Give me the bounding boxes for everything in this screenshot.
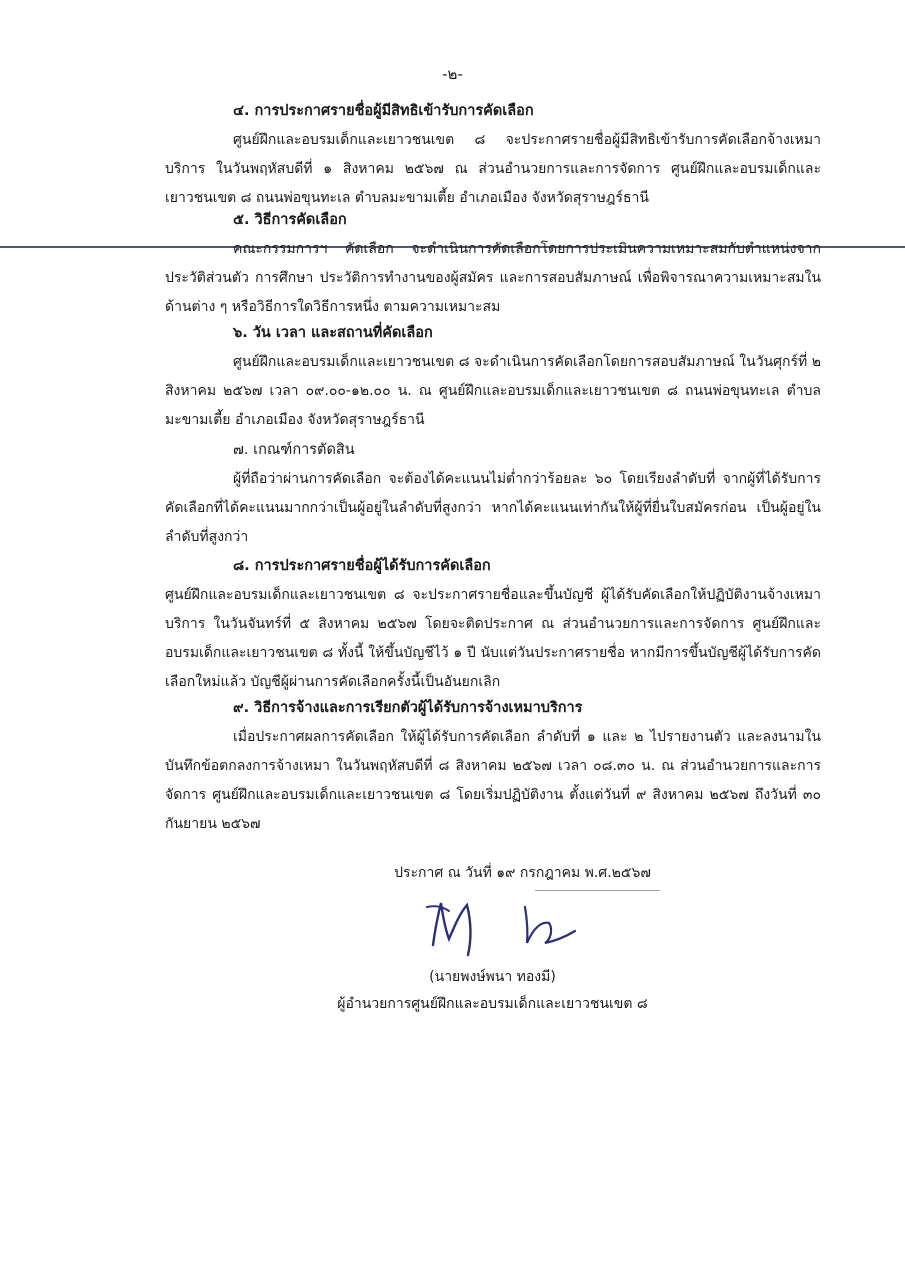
signer-title: ผู้อำนวยการศูนย์ฝึกและอบรมเด็กและเยาวชนเขต ๘: [337, 996, 648, 1012]
section-heading: ๖. วัน เวลา และสถานที่คัดเลือก: [233, 325, 433, 341]
announce-date: ประกาศ ณ วันที่ ๑๙ กรกฎาคม พ.ศ.๒๕๖๗: [394, 865, 651, 881]
section-body: เมื่อประกาศผลการคัดเลือก ให้ผู้ได้รับการคัดเลือก ลำดับที่ ๑ และ ๒ ไปรายงานตัว และลงนามในบันทึกข้อตกลงการจ้างเหมา ในวันพฤหัสบดีที่ ๘ สิงหาคม ๒๕๖๗ เวลา ๐๘.๓๐ น. ณ ส่วนอำนวยการและการจัดการ ศูนย์ฝึกและอบรมเด็กและเยาวชนเขต ๘ โดยเริ่มปฏิบัติงาน ตั้งแต่วันที่ ๙ สิงหาคม ๒๕๖๗ ถึงวันที่ ๓๐ กันยายน ๒๕๖๗: [165, 729, 821, 832]
signature: [405, 885, 635, 965]
section-body: ศูนย์ฝึกและอบรมเด็กและเยาวชนเขต ๘ จะดำเนินการคัดเลือกโดยการสอบสัมภาษณ์ ในวันศุกร์ที่ ๒ สิงหาคม ๒๕๖๗ เวลา ๐๙.๐๐-๑๒.๐๐ น. ณ ศูนย์ฝึกและอบรมเด็กและเยาวชนเขต ๘ ถนนพ่อขุนทะเล ตำบลมะขามเตี้ย อำเภอเมือง จังหวัดสุราษฎร์ธานี: [165, 354, 821, 428]
section-body: ผู้ที่ถือว่าผ่านการคัดเลือก จะต้องได้คะแนนไม่ต่ำกว่าร้อยละ ๖๐ โดยเรียงลำดับที่ จากผู้ที่ได้รับการคัดเลือกที่ได้คะแนนมากกว่าเป็นผู้อยู่ในลำดับที่สูงกว่า หากได้คะแนนเท่ากันให้ผู้ที่ยื่นใบสมัครก่อน เป็นผู้อยู่ในลำดับที่สูงกว่า: [165, 471, 821, 545]
section-body: คณะกรรมการฯ คัดเลือก จะดำเนินการคัดเลือกโดยการประเมินความเหมาะสมกับตำแหน่งจากประวัติส่วนตัว การศึกษา ประวัติการทำงานของผู้สมัคร และการสอบสัมภาษณ์ เพื่อพิจารณาความเหมาะสมในด้านต่าง ๆ หรือวิธีการใดวิธีการหนึ่ง ตามความเหมาะสม: [165, 241, 821, 315]
signer-name: (นายพงษ์พนา ทองมี): [429, 969, 556, 985]
section-5: [165, 206, 821, 322]
section-heading: ๔. การประกาศรายชื่อผู้มีสิทธิเข้ารับการคัดเลือก: [233, 103, 534, 119]
section-heading: ๘. การประกาศรายชื่อผู้ได้รับการคัดเลือก: [233, 558, 491, 574]
section-8: [165, 552, 821, 697]
section-7: [165, 436, 821, 552]
page-number: -๒-: [442, 65, 463, 83]
section-body: ศูนย์ฝึกและอบรมเด็กและเยาวชนเขต ๘ จะประกาศรายชื่อผู้มีสิทธิเข้ารับการคัดเลือกจ้างเหมาบริการ ในวันพฤหัสบดีที่ ๑ สิงหาคม ๒๕๖๗ ณ ส่วนอำนวยการและการจัดการ ศูนย์ฝึกและอบรมเด็กและเยาวชนเขต ๘ ถนนพ่อขุนทะเล ตำบลมะขามเตี้ย อำเภอเมือง จังหวัดสุราษฎร์ธานี: [165, 132, 821, 206]
section-heading: ๙. วิธีการจ้างและการเรียกตัวผู้ได้รับการจ้างเหมาบริการ: [233, 700, 583, 716]
section-body: ศูนย์ฝึกและอบรมเด็กและเยาวชนเขต ๘ จะประกาศรายชื่อและขึ้นบัญชี ผู้ได้รับคัดเลือกให้ปฏิบัติงานจ้างเหมาบริการ ในวันจันทร์ที่ ๕ สิงหาคม ๒๕๖๗ โดยจะติดประกาศ ณ ส่วนอำนวยการและการจัดการ ศูนย์ฝึกและอบรมเด็กและเยาวชนเขต ๘ ทั้งนี้ ให้ขึ้นบัญชีไว้ ๑ ปี นับแต่วันประกาศรายชื่อ หากมีการขึ้นบัญชีผู้ได้รับการคัดเลือกใหม่แล้ว บัญชีผู้ผ่านการคัดเลือกครั้งนี้เป็นอันยกเลิก: [165, 587, 821, 690]
section-4: [165, 97, 821, 213]
section-9: [165, 694, 821, 839]
section-heading: ๕. วิธีการคัดเลือก: [233, 212, 347, 228]
section-6: [165, 319, 821, 435]
section-heading: ๗. เกณฑ์การตัดสิน: [233, 442, 355, 458]
